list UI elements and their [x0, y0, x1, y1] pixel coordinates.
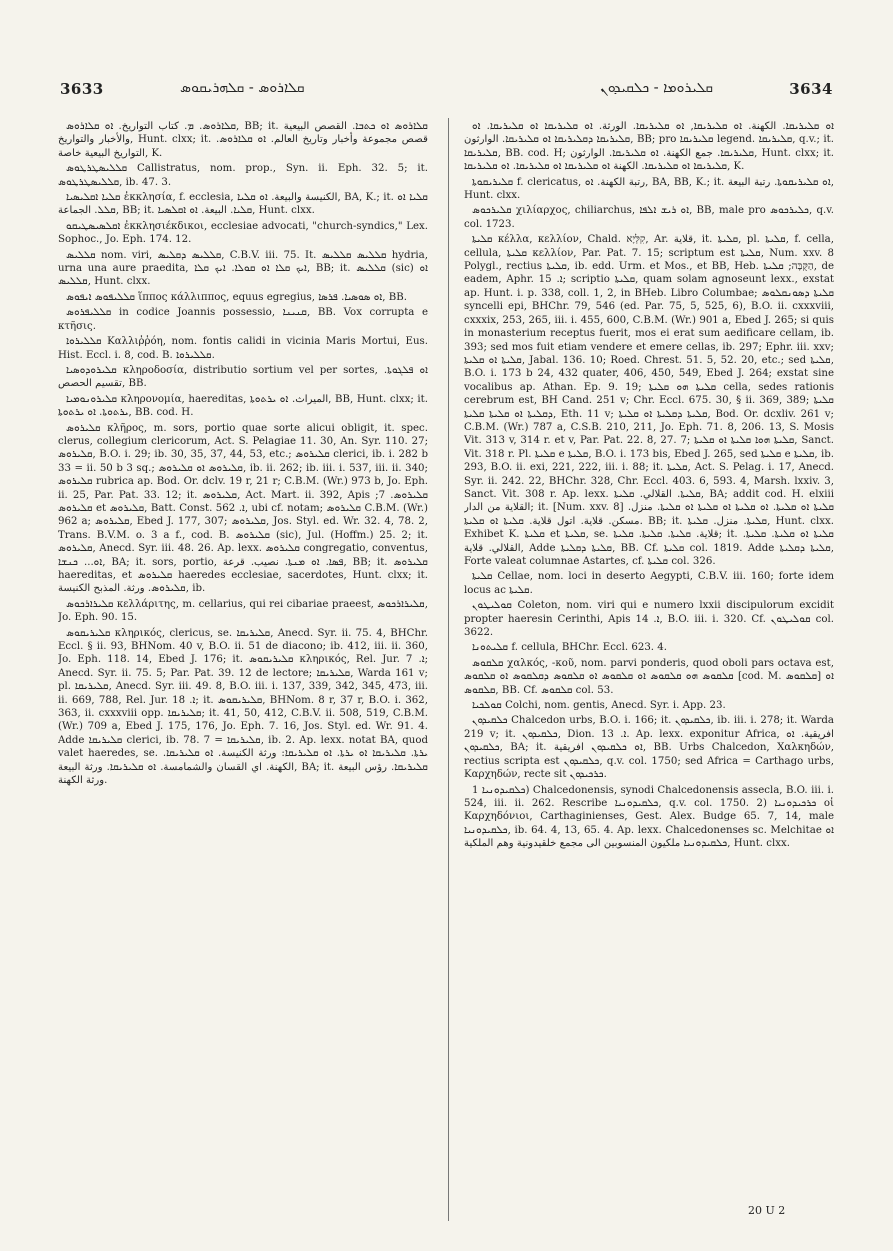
- dictionary-entry: ܩܠܝܪܘܢܘܡܝܐ κληρονομία, haereditas, الميراث. ܐܘ ܝܪܬܘܬܐ, BB, Hunt. clxx; it. ܝܪܬܘܬܐ. ܐܘ ܝܪܬܘܬܐ, BB. cod. H.: [58, 393, 428, 419]
- dictionary-entry: ܩܘܠܟܝܐ Colchi, nom. gentis, Anecd. Syr. i. App. 23.: [472, 700, 726, 712]
- dictionary-entry: ܩܠܝܬܘܢܐ f. cellula, BHChr. Eccl. 623. 4.: [472, 642, 667, 654]
- dictionary-entry: ܩܠܝܬܐ κέλλα, κελλίον, Chald. קִלְּיָא, Ar. قلاية, it. ܩܠܝܬܐ, pl. ܩܠܝܬܐ, f. cella, cellula, ܩܠܝܬܐ κελλίον, Par. Pat. 7. 15; scriptum est ܩܠܝܬܐ, Num. xxv. 8 Polygl., rectius ܩܠܝܬܐ, ib. edd. Urm. et Mos., et BB, Heb. הַקֻּבָּה; ܩܠܝܬܐ, de eadem, Aphr. ܐ. 15; scriptio ܩܠܝܬܐ, quam solam agnoseunt lexx., exstat ap. Hunt. i. p. 338, coll. 1, 2, in BHeb. Libro Columbae; ܩܠܝܬܐ ܕܣܘܢܩܠܘܣ syncelli epi, BHChr. 79, 546 (ed. Par. 75, 5, 525, 6), B.O. ii. cxxxviii, cxxxix, 253, 265, iii. i. 455, 600, C.B.M. (Wr.) 901 a, Ebed J. 265; si quis in monasterium receptus fuerit, mos ei erat sum aedificare cellam, ib. 393; sed mos fuit etiam vendere et emere cellas, ib. 297; Ephr. iii. xxv; ܩܠܝܬܐ ܐܘ ܩܠܝܬܐ, Jabal. 136. 10; Roed. Chrest. 51. 5, 52. 20, etc.; sed ܩܠܝܬܐ, B.O. i. 173 b 24, 432 quater, 406, 450, 549, Ebed J. 264; exstat sine vocalibus ap. Athan. Ep. 9. 19; ܩܠܝܬܐ ܗܘ ܩܠܝܬܐ cella, sedes rationis cerebrum est, BH Cand. 251 v; Chr. Eccl. 675. 30, § ii. 369, 389; ܩܠܝܬܐ ܕܩܠܝܬܐ ܐܘ ܩܠܝܬܐ ܩܠܝܬܐ, Eth. 11 v; ܩܠܝܬܐ ܕܩܠܝܬܐ ܐܘ ܩܠܝܬܐ, Bod. Or. dcxliv. 261 v; C.B.M. (Wr.) 787 a, C.S.B. 210, 211, Jo. Eph. 71. 8, 206. 13, S. Mosis Vit. 313 v, 314 r. et v, Par. Pat. 22. 8, 27. 7; ܩܠܝܬܐ ܗܘܐ ܩܠܝܬܐ ܐܘ ܩܠܝܬܐ, Sanct. Vit. 318 r. Pl. ܩܠܝܬܐ e ܩܠܝܬܐ, B.O. i. 173 bis, Ebed J. 265, sed ܩܠܝܬܐ e ܩܠܝܬܐ, ib. 293, B.O. ii. exi, 221, 222, iii. i. 88; it. ܩܠܝܬܐ, Act. S. Pelag. i. 17, Anecd. Syr. ii. 242. 22, BHChr. 328, Chr. Eccl. 403. 6, 593. 4, Marsh. lxxiv. 3, Sanct. Vit. 308 r. Ap. lexx. ܩܠܝܬܐ. القلالي. ܩܠܝܬܐ, BA; addit cod. H. elxiii القلاية من الدار; it. [Num. xxv. 8] ܩܠܝܬܐ ܐܘ ܩܠܝܬܐ. ܐܘ ܩܠܝܬܐ ܐܘ ܩܠܝܬܐ ܐܘ ܩܠܝܬܐ. منزل. مسكن. قلاية. اتول قلاية. ܩܠܝܬܐ ܐܘ ܩܠܝܬܐ. BB; it. ܩܠܝܬܐ. منزل. ܩܠܝܬܐ, Hunt. clxx. Exhibet K. ܩܠܝܬܐ et ܩܠܝܬܐ, se. قلاية. ܩܠܝܬܐ. ܩܠܝܬܐ. ܩܠܝܬܐ; it. ܩܠܝܬܐ ܐܘ ܩܠܝܬܐ. ܩܠܝܬܐ. القلالي. قلاية, Adde ܩܠܝܬܐ ܕܩܠܝܬܐ, BB. Cf. ܩܠܝܬܐ col. 1819. Adde ܩܠܝܬܐ ܕܩܠܝܬܐ, Forte valeat columnae Astartes, cf. ܩܠܝܬܐ col. 326.: [464, 234, 834, 567]
- right-running-head: ܩܠܝܪܘܡܐ - ܟܠܩܝܕܘܢ: [600, 80, 713, 96]
- left-page-number: 3633: [60, 80, 104, 98]
- dictionary-entry: ܟܠܩܝܕܘܢܝܐ 1) Chalcedonensis, synodi Chalcedonensis assecla, B.O. iii. i. 524, iii. ii. 262. Rescribe ܟܠܩܝܕܘܢܝܐ, q.v. col. 1750. 2) ܟܪܟܝܕܘܢܝܐ οἱ Καρχηδόνιοι, Carthaginienses, Gest. Alex. Budge 65. 7, 14, male ܟܠܩܝܕܘܢܝܐ, ib. 64. 4, 13, 65. 4. Ap. lexx. Chalcedonenses sc. Melchitae ܐܘ ܟܠܩܝܕܘܢܝܐ ملكيون المنسوبين الى مجمع خلقيدونية وهم الملكية, Hunt. clxx.: [464, 784, 834, 850]
- dictionary-entry: ܩܠܠܝܣ nom. viri, ܩܠܠܝܣ ܕܩܠܝܣ, C.B.V. iii. 75. It. ܩܠܠܝܣ ܩܠܠܝܣ hydria, urna una aure praedita, ܐܝܟ ܩܠܐ ܐܘ ܩܘܠܐ. ܐܝܟ ܩܠܐ, BB; it. ܩܠܠܝܣ (sic) ܐܘ ܩܠܠܝܣ, Hunt. clxx.: [58, 249, 428, 288]
- dictionary-entry: ܩܠܠܝܦܪܘܣ in codice Joannis possessio, ܩܢܝܢܐ, BB. Vox corrupta e κτῆσις.: [58, 307, 428, 332]
- dictionary-entry: ܩܠܝܪܘܕܘܣܝܐ κληροδοσία, distributio sortium vel per sortes, ܐܘ ܦܠܓܘܬܐ. تقسيم الحصص, BB.: [58, 364, 428, 390]
- signature-mark: 20 U 2: [748, 1204, 786, 1217]
- dictionary-entry: ܩܠܝܪܝܩܘܣ κληρικός, clericus, se. ܩܠܝܪܝܩܐ, Anecd. Syr. ii. 75. 4, BHChr. Eccl. § ii. 93, BHNom. 40 v, B.O. ii. 51 de diacono; ib. 412, iii. ii. 360, Jo. Eph. 118. 14, Ebed J. 176; it. ܩܠܝܪܝܩܘܣ κληρικός, Rel. Jur. ܐ. 7; Anecd. Syr. ii. 75. 5; Par. Pat. 39. 12 de lectore; ܩܠܝܪܝܩܐ, Warda 161 v; pl. ܩܠܝܪܝܩܐ, Anecd. Syr. iii. 49. 8, B.O. iii. i. 137, 339, 342, 345, 473, iii. ii. 669, 788, Rel. Jur. ܐ. 18; it. ܩܠܝܪܝܩܘܣ, BHNom. 8 r, 37 r, B.O. i. 362, 363, ii. cxxxviii opp. ܩܠܝܪܝܩܐ; it. 41, 50, 412, C.B.V. ii. 508, 519, C.B.M. (Wr.) 709 a, Ebed J. 175, 176, Jo. Eph. 7. 16, Jos. Styl. ed. Wr. 91. 4. Adde ܩܠܝܪܝܩܐ clerici, ib. 78. 7 = ܩܠܝܪܝܩܐ, ib. 2. Ap. lexx. notat BA, quod valet haeredes, se. ܝܪܬܐ. ܩܠܝܪܝܩܐ ܐܘ ܝܪܬܐ. ܐܘ ܩܠܝܪܝܩܐ: ورثة الكنيسة. ܐܘ ܩܠܝܪܝܩܐ. الكهنة. اي القسان والشمامسة. ܐܘ ܩܠܝܪܝܩܐ. ورثة البيعة, BA; it. ܩܠܝܪܝܩܐ. رؤس البيعة ورثة الكهنة.: [58, 627, 428, 787]
- dictionary-entry: ܩܘܠܝܛܘܢ Coleton, nom. viri qui e numero lxxii discipulorum excidit propter haeresin Cerinthi, Apis ܐ. 14, B.O. iii. i. 320. Cf. ܩܘܠܝܛܘܢ col. 3622.: [464, 600, 834, 639]
- dictionary-entry: ܩܠܝܪܘܣ κλῆρος, m. sors, portio quae sorte alicui obligit, it. spec. clerus, collegium clericorum, Act. S. Pelagiae 11. 30, An. Syr. 110. 27; ܩܠܝܪܘܣ, B.O. i. 29; ib. 30, 35, 37, 44, 53, etc.; ܩܠܝܪܘܣ clerici, ib. i. 282 b 33 = ii. 50 b 3 sq.; ܩܠܝܪܘܣ ܐܘ ܩܠܝܪܘܣ, ib. ii. 262; ib. iii. i. 537, iii. ii. 340; ܩܠܝܪܘܣ rubrica ap. Bod. Or. dclv. 19 r, 21 r; C.B.M. (Wr.) 973 b, Jo. Eph. ii. 25, Par. Pat. 33. 12; it. ܩܠܝܪܘܣ, Act. Mart. ii. 392, Apis ܩܠܝܪܘܣ. 7; ܩܠܝܪܘܣ et ܩܠܝܪܘܣ, Batt. Const. ܐ. 562, ubi cf. notam; ܩܠܝܪܘܣ C.B.M. (Wr.) 962 a; ܩܠܝܪܘܣ, Ebed J. 177, 307; ܩܠܝܪܘܣ, Jos. Styl. ed. Wr. 32. 4, 78. 2, Trans. B.V.M. o. 3 a f., cod. B. ܩܠܝܪܘܣ (sic), Jul. (Hoffm.) 25. 2; it. ܩܠܝܪܘܣ, Anecd. Syr. iii. 48. 26. Ap. lexx. ܩܠܝܪܘܣ congregatio, conventus, ܐܘ... ܟܢܫܐ, BA; it. sors, portio, ܦܣܐ. ܐܘ ܡܢܬܐ. نصيب. قرعة, BB; it. ܩܠܝܪܘܣ haereditas, et ܩܠܝܪܘܣ haeredes ecclesiae, sacerdotes, Hunt. clxx; it. ܩܠܝܪܘܣ. ورثة. المذبح الكنيسة, ib.: [58, 422, 428, 595]
- dictionary-entry: ܐܘ ܩܠܝܪܝܩܐ. الكهنة. ܐܘ ܩܠܝܪܝܩܐ, ܐܘ ܩܠܝܪܝܩܐ. الورثة. ܐܘ ܩܠܝܪܝܩܐ ܐܘ ܩܠܝܪܝܩܐ. ܐܘ ܩܠܝܪܝܩܐ ܕܩܠܝܪܝܩܐ ܐܘ ܩܠܝܪܝܩܐ. الوارثون, BB; pro ܩܠܝܪܝܩܐ legend. ܩܠܝܪܝܩܐ, q.v.; it. ܩܠܝܪܝܩܐ, BB. cod. H; ܩܠܝܪܝܩܐ. جمع الكهنة. ܐܘ ܩܠܝܪܝܩܐ. الوارثون, Hunt. clxx; it. ܩܠܝܪܝܩܐ ܐܘ ܩܠܝܪܝܩܐ. الكهنة ܐܘ ܩܠܝܪܝܩܐ ܐܘ ܩܠܝܪܝܩܐ. ܐܘ ܩܠܝܪܝܩܐ, K.: [464, 121, 834, 173]
- dictionary-entry: ܩܠܝܪܝܩܘܬܐ f. clericatus, رتبة الكهنة. ܐܘ, BA, BB, K.; it. ܐܘ ܩܠܝܪܝܩܘܬܐ. رتبة البيعة, Hunt. clxx.: [464, 176, 834, 202]
- right-column: [464, 120, 834, 1220]
- left-running-head: ܩܠܐܪܘܣ - ܩܠܗܪܝܩܘܣ: [180, 80, 305, 96]
- dictionary-entry: ܩܠܠܝܣܛܪܛܘܣ Callistratus, nom. prop., Syn. ii. Eph. 32. 5; it. ܩܠܠܝܣܛܪܛܘܣ, ib. 47. 3.: [58, 163, 428, 188]
- dictionary-entry: ܩܠܝܬܐ Cellae, nom. loci in deserto Aegypti, C.B.V. iii. 160; forte idem locus ac ܩܠܝܬܐ.: [464, 571, 834, 596]
- dictionary-entry: ܐܩܠܣܝܣܛܝܩܘ ἐκκλησιέκδικοι, ecclesiae advocati, "church-syndics," Lex. Sophoc., Jo. Eph. 174. 12.: [58, 220, 428, 246]
- right-page-number: 3634: [789, 80, 833, 98]
- dictionary-entry: ܩܠܝܐ ܐܩܠܝܣܝܐ ἐκκλησία, f. ecclesia, الكنيسة والبيعة. ܐܘ ܩܠܝܐ, BA, K.; it. ܩܠܝܐ ܐܘ ܩܠܠ. الجماعة, BB; it. ܩܠܝܐ. البيعة. ܐܘ ܐܩܠܣܝܐ, Hunt. clxx.: [58, 192, 428, 217]
- page-header: [60, 80, 833, 110]
- column-divider: [448, 118, 449, 1221]
- dictionary-entry: ܩܠܠܝܦܘܣ ܐܝܦܘܣ ἵππος κάλλιππος, equus egregius, ܐܘ ܣܘܣܝܐ. ܦܪܣܐ, BB.: [66, 291, 407, 303]
- left-column: [58, 120, 428, 1220]
- dictionary-entry: ܩܠܝܪܐܪܟܘܣ κελλάριτης, m. cellarius, qui rei cibariae praeest, ܩܠܝܪܐܪܟܘܣ, Jo. Eph. 90. 15.: [58, 598, 428, 624]
- dictionary-entry: ܩܠܝܪܟܘܣ χιλίαρχος, chiliarchus, ܐܘ ܪܝܫ ܐܠܦܐ, BB, male pro ܟܠܝܪܟܘܣ, q.v. col. 1723.: [464, 205, 834, 230]
- dictionary-entry: ܩܠܠܝܪܘܐ Καλλιῤῥόη, nom. fontis calidi in vicinia Maris Mortui, Eus. Hist. Eccl. i. 8, cod. B. ܩܠܠܝܪܘܐ.: [58, 336, 428, 361]
- dictionary-entry: ܩܠܩܘܣ χαλκός, -κοῦ, nom. parvi ponderis, quod oboli pars octava est, ܩܠܩܘܣ ܗܘ ܩܠܩܘܣ ܐܘ ܩܠܩܘܣ ܐܘ ܩܠܩܘܣ ܕܩܠܩܘܣ ܐܘ ܩܠܩܘܣ [cod. M. ܩܠܩܘܣ] ܐܘ ܩܠܩܘܣ, BB. Cf. ܩܠܩܘܣ col. 53.: [464, 657, 834, 696]
- dictionary-entry: ܩܠܐܪܘܣ. ܡ. كتاب التواريخ. ܐܘ ܩܠܐܪܘܣ, BB; it. ܩܠܐܪܘܣ ܐܘ ܟܬܒܐ. القصص البيعية والأخبار والتواريخ, Hunt. clxx; it. قصص مجموعة وأخبار وتاريخ العالم. ܐܘ ܩܠܐܪܘܣ. التواريخ البيعية خاصة, K.: [58, 121, 428, 159]
- dictionary-entry: ܟܠܩܝܕܘܢ Chalcedon urbs, B.O. i. 166; it. ܟܠܩܝܕܘܢ, ib. iii. i. 278; it. Warda 219 v; it. ܟܠܩܝܕܘܢ, Dion. ܐ. 13. Ap. lexx. exponitur Africa, افريقية. ܐܘ ܟܠܩܝܕܘܢ, BA; it. ܐܘ ܟܠܩܝܕܘܢ افريقية, BB. Urbs Chalcedon, Χαλκηδών, rectius scripta est ܟܠܩܝܕܘܢ, q.v. col. 1750; sed Africa = Carthago urbs, Καρχηδών, recte sit ܟܪܟܝܕܘܢ.: [464, 715, 834, 781]
